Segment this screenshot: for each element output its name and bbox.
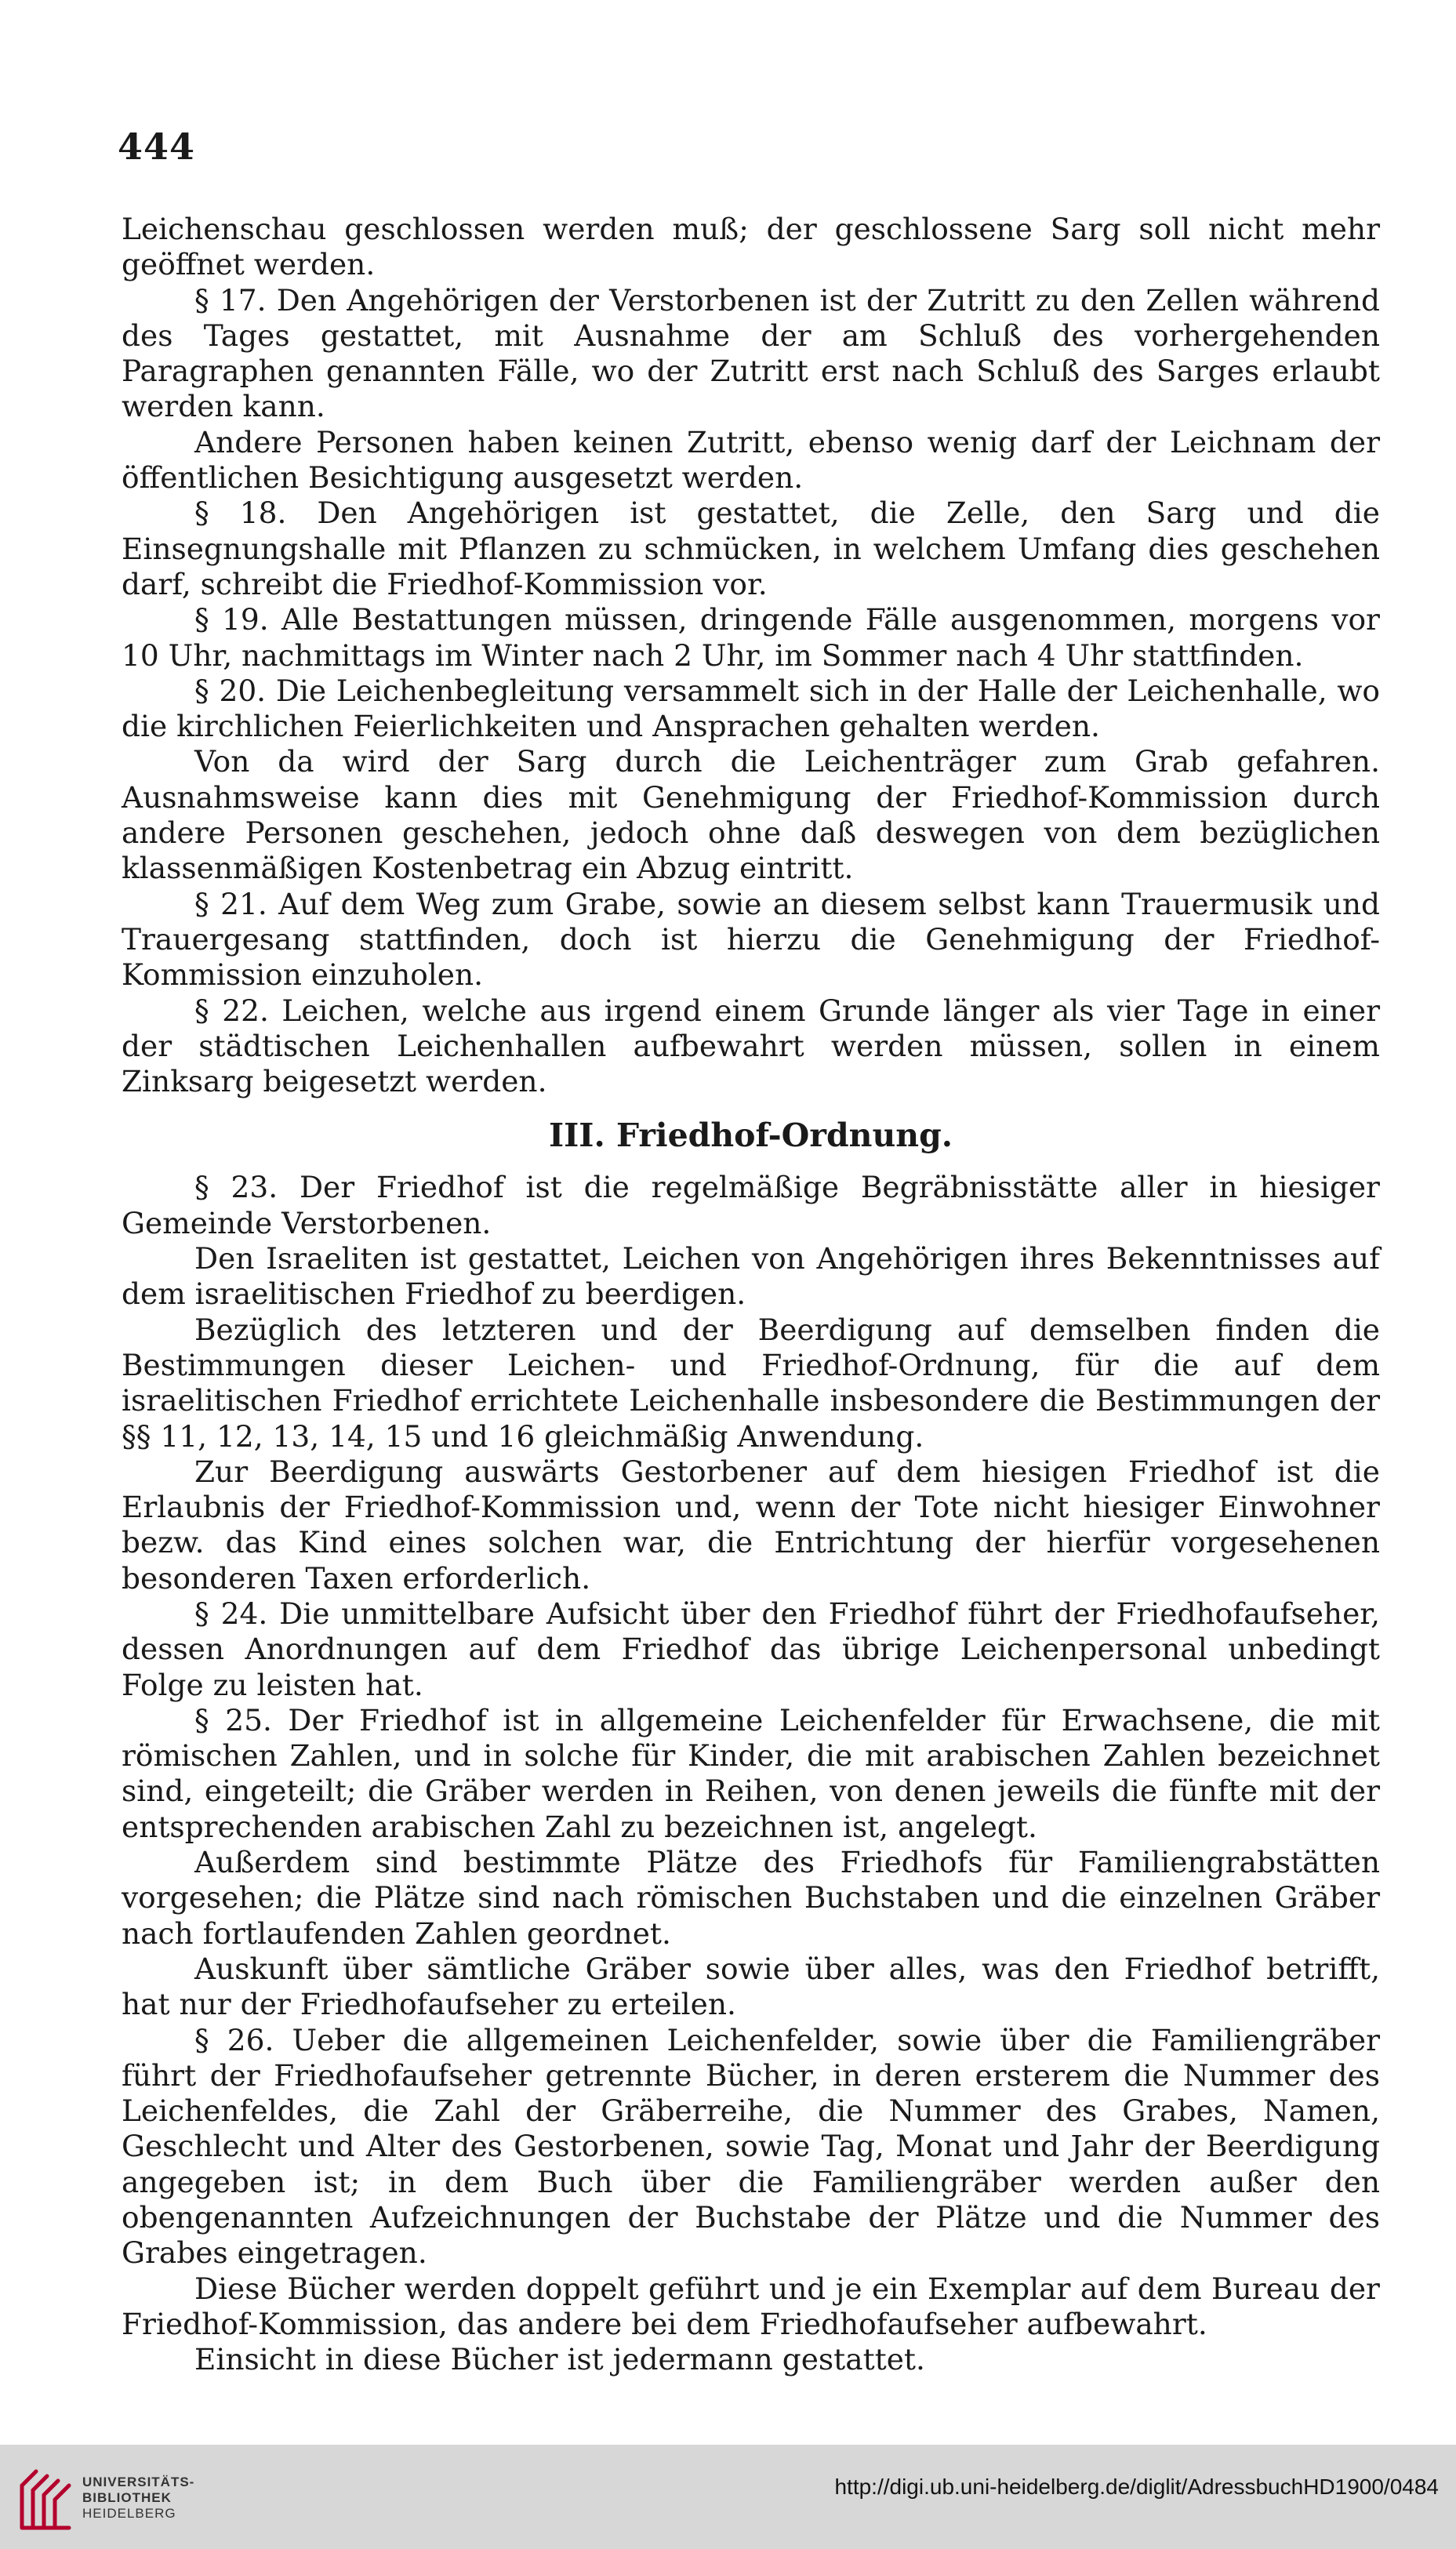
library-name-line: HEIDELBERG bbox=[82, 2506, 176, 2521]
paragraph: Außerdem sind bestimmte Plätze des Friedhofs für Familiengrabstätten vorgesehen; die Plätze sind nach römischen Buchstaben und die einzelnen Gräber nach fortlaufenden Zahlen geordnet. bbox=[122, 1845, 1380, 1951]
paragraph: Auskunft über sämtliche Gräber sowie über alles, was den Friedhof betrifft, hat nur der Friedhofaufseher zu erteilen. bbox=[122, 1951, 1380, 2022]
paragraph-25: § 25. Der Friedhof ist in allgemeine Leichenfelder für Erwachsene, die mit römischen Zahlen, und in solche für Kinder, die mit arabischen Zahlen bezeichnet sind, eingeteilt; die Gräber werden in Reihen, von denen jeweils die fünfte mit der entsprechenden arabischen Zahl zu bezeichnen ist, angelegt. bbox=[122, 1702, 1380, 1844]
paragraph: Leichenschau geschlossen werden muß; der geschlossene Sarg soll nicht mehr geöffnet werden. bbox=[122, 212, 1380, 282]
library-name bbox=[82, 2475, 194, 2522]
footer-bar bbox=[0, 2445, 1456, 2549]
section-heading: III. Friedhof-Ordnung. bbox=[548, 1117, 953, 1155]
paragraph-19: § 19. Alle Bestattungen müssen, dringende Fälle ausgenommen, morgens vor 10 Uhr, nachmittags im Winter nach 2 Uhr, im Sommer nach 4 Uhr stattfinden. bbox=[122, 602, 1380, 673]
paragraph: Einsicht in diese Bücher ist jedermann gestattet. bbox=[194, 2342, 925, 2377]
paragraph-26: § 26. Ueber die allgemeinen Leichenfelder, sowie über die Familiengräber führt der Friedhofaufseher getrennte Bücher, in deren ersterem die Nummer des Leichenfeldes, die Zahl der Gräberreihe, die Nummer des Grabes, Namen, Geschlecht und Alter des Gestorbenen, sowie Tag, Monat und Jahr der Beerdigung angegeben ist; in dem Buch über die Familiengräber werden außer den obengenannten Aufzeichnungen der Buchstabe der Plätze und die Nummer des Grabes eingetragen. bbox=[122, 2022, 1380, 2271]
paragraph: Bezüglich des letzteren und der Beerdigung auf demselben finden die Bestimmungen dieser Leichen- und Friedhof-Ordnung, für die auf dem israelitischen Friedhof errichtete Leichenhalle insbesondere die Bestimmungen der §§ 11, 12, 13, 14, 15 und 16 gleichmäßig Anwendung. bbox=[122, 1312, 1380, 1454]
page-number: 444 bbox=[118, 125, 196, 168]
paragraph-22: § 22. Leichen, welche aus irgend einem Grunde länger als vier Tage in einer der städtischen Leichenhallen aufbewahrt werden müssen, sollen in einem Zinksarg beigesetzt werden. bbox=[122, 993, 1380, 1099]
paragraph: Andere Personen haben keinen Zutritt, ebenso wenig darf der Leichnam der öffentlichen Besichtigung ausgesetzt werden. bbox=[122, 424, 1380, 496]
paragraph: Diese Bücher werden doppelt geführt und je ein Exemplar auf dem Bureau der Friedhof-Kommission, das andere bei dem Friedhofaufseher aufbewahrt. bbox=[122, 2271, 1380, 2341]
library-name-line: UNIVERSITÄTS- bbox=[82, 2475, 195, 2489]
paragraph: Den Israeliten ist gestattet, Leichen von Angehörigen ihres Bekenntnisses auf dem israelitischen Friedhof zu beerdigen. bbox=[122, 1241, 1380, 1312]
source-url-link[interactable]: http://digi.ub.uni-heidelberg.de/diglit/AdressbuchHD1900/0484 bbox=[834, 2475, 1439, 2499]
paragraph-20: § 20. Die Leichenbegleitung versammelt sich in der Halle der Leichenhalle, wo die kirchlichen Feierlichkeiten und Ansprachen gehalten werden. bbox=[122, 673, 1380, 744]
paragraph-23: § 23. Der Friedhof ist die regelmäßige Begräbnisstätte aller in hiesiger Gemeinde Verstorbenen. bbox=[122, 1170, 1380, 1240]
paragraph-17: § 17. Den Angehörigen der Verstorbenen ist der Zutritt zu den Zellen während des Tages gestattet, mit Ausnahme der am Schluß des vorhergehenden Paragraphen genannten Fälle, wo der Zutritt erst nach Schluß des Sarges erlaubt werden kann. bbox=[122, 282, 1380, 424]
paragraph: Zur Beerdigung auswärts Gestorbener auf dem hiesigen Friedhof ist die Erlaubnis der Friedhof-Kommission und, wenn der Tote nicht hiesiger Einwohner bezw. das Kind eines solchen war, die Entrichtung der hierfür vorgesehenen besonderen Taxen erforderlich. bbox=[122, 1454, 1380, 1596]
paragraph-21: § 21. Auf dem Weg zum Grabe, sowie an diesem selbst kann Trauermusik und Trauergesang stattfinden, doch ist hierzu die Genehmigung der Friedhof-Kommission einzuholen. bbox=[122, 886, 1380, 993]
paragraph: Von da wird der Sarg durch die Leichenträger zum Grab gefahren. Ausnahmsweise kann dies mit Genehmigung der Friedhof-Kommission durch andere Personen geschehen, jedoch ohne daß deswegen von dem bezüglichen klassenmäßigen Kostenbetrag ein Abzug eintritt. bbox=[122, 744, 1380, 886]
document-body bbox=[122, 212, 1380, 2378]
paragraph-24: § 24. Die unmittelbare Aufsicht über den Friedhof führt der Friedhofaufseher, dessen Anordnungen auf dem Friedhof das übrige Leichenpersonal unbedingt Folge zu leisten hat. bbox=[122, 1596, 1380, 1702]
ub-heidelberg-logo-icon bbox=[14, 2462, 77, 2534]
paragraph-18: § 18. Den Angehörigen ist gestattet, die Zelle, den Sarg und die Einsegnungshalle mit Pflanzen zu schmücken, in welchem Umfang dies geschehen darf, schreibt die Friedhof-Kommission vor. bbox=[122, 496, 1380, 601]
library-name-line: BIBLIOTHEK bbox=[82, 2490, 172, 2505]
